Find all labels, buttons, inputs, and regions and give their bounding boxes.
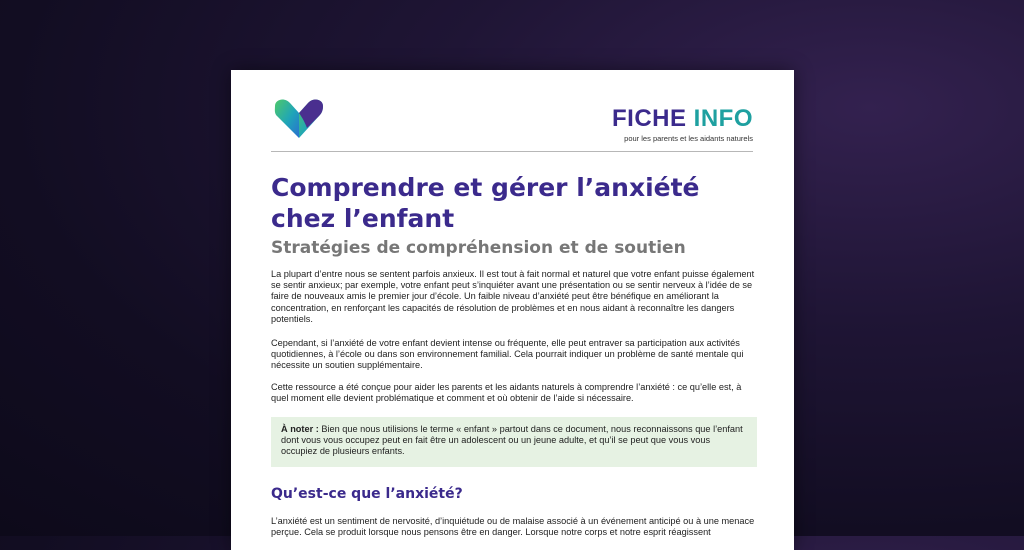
- brand-title: [612, 106, 753, 132]
- intro-paragraph-1: La plupart d’entre nous se sentent parfois anxieux. Il est tout à fait normal et naturel que votre enfant puisse également se sentir anxieux; par exemple, votre enfant peut s’inquiéter avant une présentation ou se sentir nerveux à l’idée de se faire de nouveaux amis le premier jour d’école. Un faible niveau d’anxiété peut être bénéfique en améliorant la concentration, en renforçant les capacités de résolution de problèmes et en nous aidant à reconnaître les dangers potentiels.: [271, 269, 755, 324]
- section-paragraph: L’anxiété est un sentiment de nervosité, d’inquiétude ou de malaise associé à un événement anticipé ou à une menace perçue. Cela se produit lorsque nous pensons être en danger. Lorsque notre corps et notre esprit réagissent: [271, 516, 755, 538]
- note-label: À noter :: [281, 424, 319, 434]
- document-subtitle: Stratégies de compréhension et de soutien: [271, 238, 686, 258]
- brand-title-part1: FICHE: [612, 105, 687, 132]
- document-page: [231, 70, 794, 550]
- note-text: Bien que nous utilisions le terme « enfant » partout dans ce document, nous reconnaissons que l’enfant dont vous vous occupez peut en fait être un adolescent ou un jeune adulte, et qu’il se peut que vous vous occupiez de plusieurs enfants.: [281, 424, 743, 457]
- brand-title-part2: INFO: [693, 105, 753, 132]
- header-divider: [271, 151, 753, 152]
- note-box: [271, 417, 757, 467]
- intro-paragraph-3: Cette ressource a été conçue pour aider les parents et les aidants naturels à comprendre l’anxiété : ce qu’elle est, à quel moment elle devient problématique et comment et où obtenir de l’aide si nécessaire.: [271, 382, 742, 404]
- brand-block: [612, 106, 753, 143]
- section-heading: Qu’est-ce que l’anxiété?: [271, 486, 463, 502]
- document-title: Comprendre et gérer l’anxiété chez l’enfant: [271, 173, 700, 233]
- brand-subtitle: pour les parents et les aidants naturels: [624, 134, 753, 143]
- intro-paragraph-2: Cependant, si l’anxiété de votre enfant devient intense ou fréquente, elle peut entraver sa participation aux activités quotidiennes, à l’école ou dans son environnement familial. Cela pourrait indiquer un problème de santé mentale qui nécessite un soutien supplémentaire.: [271, 338, 744, 371]
- heart-logo-icon: [271, 96, 327, 140]
